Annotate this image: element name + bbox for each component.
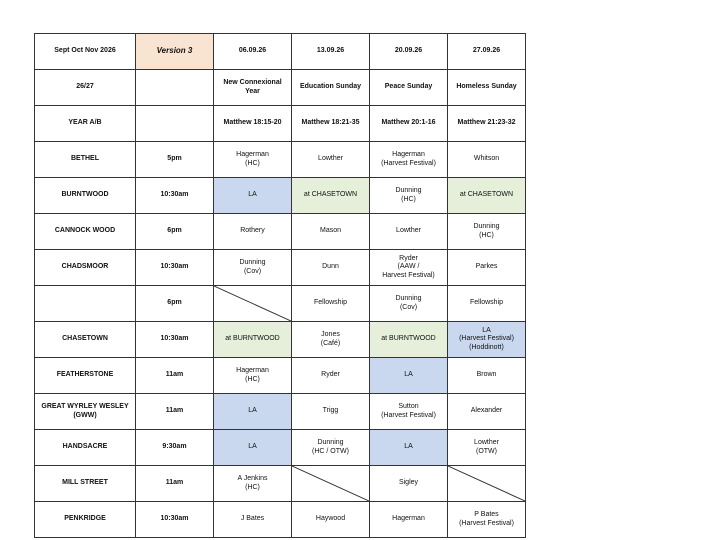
service-time: 9:30am xyxy=(136,430,214,466)
preacher-cell xyxy=(292,394,370,430)
preacher-cell xyxy=(370,502,448,538)
preacher-line: (Cov) xyxy=(243,267,262,275)
church-name: HANDSACRE xyxy=(35,430,136,466)
preacher-line: Fellowship xyxy=(469,299,504,307)
church-name: BETHEL xyxy=(35,142,136,178)
church-row xyxy=(35,322,526,358)
header-blank xyxy=(136,70,214,106)
preacher-line: Dunning xyxy=(239,259,266,266)
no-service-cell xyxy=(448,466,526,502)
no-service-strike xyxy=(292,466,369,501)
church-name: CHASETOWN xyxy=(35,322,136,358)
preacher-line: Fellowship xyxy=(313,299,348,307)
preacher-line: (Harvest Festival) xyxy=(381,159,436,167)
header-label: Sept Oct Nov 2026 xyxy=(35,34,136,70)
header-cell: 27.09.26 xyxy=(448,34,526,70)
diagonal-line xyxy=(448,466,525,501)
church-name: BURNTWOOD xyxy=(35,178,136,214)
preacher-cell xyxy=(370,466,448,502)
preacher-cell xyxy=(292,286,370,322)
preacher-line: Whitson xyxy=(473,155,500,163)
preacher-cell xyxy=(214,502,292,538)
preacher-line: Haywood xyxy=(315,515,346,523)
church-row xyxy=(35,250,526,286)
preacher-line: Sigley xyxy=(398,479,419,487)
preacher-line: (Café) xyxy=(320,339,341,347)
church-row xyxy=(35,178,526,214)
preacher-line: Mason xyxy=(319,227,341,235)
church-row xyxy=(35,358,526,394)
preacher-line: Dunning xyxy=(473,223,500,230)
header-cell: Education Sunday xyxy=(292,70,370,106)
church-row xyxy=(35,394,526,430)
service-time: 6pm xyxy=(136,214,214,250)
diagonal-line xyxy=(292,466,369,501)
preacher-line: Brown xyxy=(476,371,497,379)
preacher-cell xyxy=(448,178,526,214)
preacher-cell xyxy=(370,322,448,358)
preacher-line: LA xyxy=(482,326,491,334)
preacher-line: (Harvest Festival) xyxy=(381,411,436,419)
preacher-cell xyxy=(448,142,526,178)
preacher-line: Hagerman xyxy=(392,515,425,523)
preacher-cell xyxy=(292,430,370,466)
preacher-cell xyxy=(370,178,448,214)
preacher-cell xyxy=(448,286,526,322)
preacher-line: Alexander xyxy=(470,407,503,415)
church-row xyxy=(35,286,526,322)
header-cell: 20.09.26 xyxy=(370,34,448,70)
preacher-cell xyxy=(292,250,370,286)
version-label: Version 3 xyxy=(136,34,214,70)
preacher-line: Rothery xyxy=(240,227,265,235)
service-time: 10:30am xyxy=(136,178,214,214)
preacher-line: (HC) xyxy=(245,483,260,491)
church-name: PENKRIDGE xyxy=(35,502,136,538)
header-cell: Matthew 20:1-16 xyxy=(370,106,448,142)
preacher-cell xyxy=(214,214,292,250)
preacher-cell xyxy=(448,502,526,538)
header-cell: Matthew 18:15-20 xyxy=(214,106,292,142)
preacher-line: (HC) xyxy=(401,195,416,203)
preacher-line: at BURNTWOOD xyxy=(225,335,280,343)
preacher-cell xyxy=(214,466,292,502)
service-time: 11am xyxy=(136,358,214,394)
preacher-cell xyxy=(370,250,448,286)
preacher-line: LA xyxy=(404,371,413,379)
preacher-line: (Harvest Festival) xyxy=(459,335,514,343)
church-name: CANNOCK WOOD xyxy=(35,214,136,250)
preacher-line: Parkes xyxy=(475,263,498,271)
preacher-cell xyxy=(370,286,448,322)
preacher-line: Trigg xyxy=(322,407,339,415)
preacher-line: (OTW) xyxy=(476,447,497,455)
preacher-cell xyxy=(214,250,292,286)
preacher-cell xyxy=(370,142,448,178)
preacher-line: Dunning xyxy=(395,295,422,302)
preacher-cell xyxy=(214,430,292,466)
preacher-line: LA xyxy=(248,443,257,451)
header-cell: Matthew 18:21-35 xyxy=(292,106,370,142)
service-time: 10:30am xyxy=(136,250,214,286)
preacher-line: at CHASETOWN xyxy=(303,191,358,199)
service-time: 10:30am xyxy=(136,322,214,358)
preacher-line: Dunning xyxy=(395,187,422,194)
header-cell: 13.09.26 xyxy=(292,34,370,70)
preacher-line: Dunning xyxy=(317,439,344,446)
header-cell: Peace Sunday xyxy=(370,70,448,106)
preacher-line: Hagerman xyxy=(236,151,269,158)
no-service-cell xyxy=(292,466,370,502)
preacher-cell xyxy=(448,358,526,394)
no-service-cell xyxy=(214,286,292,322)
preacher-line: (Cov) xyxy=(399,303,418,311)
preacher-cell xyxy=(448,394,526,430)
preacher-line: at BURNTWOOD xyxy=(381,335,436,343)
preacher-line: Hagerman xyxy=(392,151,425,158)
preacher-line: Jones xyxy=(321,331,340,338)
header-cell: New Connexional Year xyxy=(214,70,292,106)
preacher-cell xyxy=(370,214,448,250)
preacher-line: Sutton xyxy=(398,403,419,410)
service-time: 10:30am xyxy=(136,502,214,538)
preacher-line: LA xyxy=(248,407,257,415)
preacher-cell xyxy=(292,322,370,358)
preacher-cell xyxy=(448,214,526,250)
preacher-line: (Harvest Festival) xyxy=(459,519,514,527)
preacher-cell xyxy=(214,394,292,430)
service-time: 11am xyxy=(136,466,214,502)
preacher-line: Lowther xyxy=(474,439,499,446)
preacher-line: A Jenkins xyxy=(237,475,268,482)
church-row xyxy=(35,430,526,466)
preacher-cell xyxy=(292,214,370,250)
preacher-cell xyxy=(214,178,292,214)
preacher-line: Ryder xyxy=(321,371,340,379)
preacher-line: (Hoddinott) xyxy=(469,343,504,351)
header-cell: 06.09.26 xyxy=(214,34,292,70)
preacher-line: J Bates xyxy=(240,515,265,523)
header-row xyxy=(35,34,526,70)
preacher-cell xyxy=(370,430,448,466)
header-label: 26/27 xyxy=(35,70,136,106)
preacher-line: (HC) xyxy=(479,231,494,239)
preacher-cell xyxy=(370,394,448,430)
preacher-line: Harvest Festival) xyxy=(382,271,435,279)
preacher-line: LA xyxy=(404,443,413,451)
preacher-line: (AAW / xyxy=(397,263,420,271)
header-row xyxy=(35,106,526,142)
preacher-cell xyxy=(214,322,292,358)
church-name xyxy=(35,286,136,322)
preacher-line: (HC) xyxy=(245,375,260,383)
church-row xyxy=(35,214,526,250)
header-label: YEAR A/B xyxy=(35,106,136,142)
preacher-cell xyxy=(292,178,370,214)
preacher-line: at CHASETOWN xyxy=(459,191,514,199)
plan-body xyxy=(35,34,526,538)
church-name: CHADSMOOR xyxy=(35,250,136,286)
preacher-line: P Bates xyxy=(474,511,499,518)
header-cell: Homeless Sunday xyxy=(448,70,526,106)
preacher-cell xyxy=(292,502,370,538)
preacher-cell xyxy=(292,142,370,178)
preacher-cell xyxy=(214,358,292,394)
service-time: 11am xyxy=(136,394,214,430)
no-service-strike xyxy=(448,466,525,501)
preacher-cell xyxy=(292,358,370,394)
no-service-strike xyxy=(214,286,291,321)
header-blank xyxy=(136,106,214,142)
preacher-cell xyxy=(214,142,292,178)
preacher-cell xyxy=(448,322,526,358)
header-row xyxy=(35,70,526,106)
preacher-line: (HC / OTW) xyxy=(312,447,349,455)
service-time: 6pm xyxy=(136,286,214,322)
preacher-line: Dunn xyxy=(322,263,339,271)
church-name: MILL STREET xyxy=(35,466,136,502)
preacher-line: Ryder xyxy=(399,254,418,262)
church-name: GREAT WYRLEY WESLEY (GWW) xyxy=(35,394,136,430)
preacher-cell xyxy=(448,430,526,466)
preacher-cell xyxy=(370,358,448,394)
church-row xyxy=(35,142,526,178)
preacher-line: LA xyxy=(248,191,257,199)
diagonal-line xyxy=(214,286,291,321)
preacher-line: (HC) xyxy=(245,159,260,167)
church-name: FEATHERSTONE xyxy=(35,358,136,394)
preacher-line: Lowther xyxy=(396,227,421,235)
preacher-cell xyxy=(448,250,526,286)
preacher-line: Lowther xyxy=(318,155,343,163)
preacher-line: Hagerman xyxy=(236,367,269,374)
service-time: 5pm xyxy=(136,142,214,178)
header-cell: Matthew 21:23-32 xyxy=(448,106,526,142)
church-row xyxy=(35,466,526,502)
church-row xyxy=(35,502,526,538)
preaching-plan-table xyxy=(34,33,526,538)
